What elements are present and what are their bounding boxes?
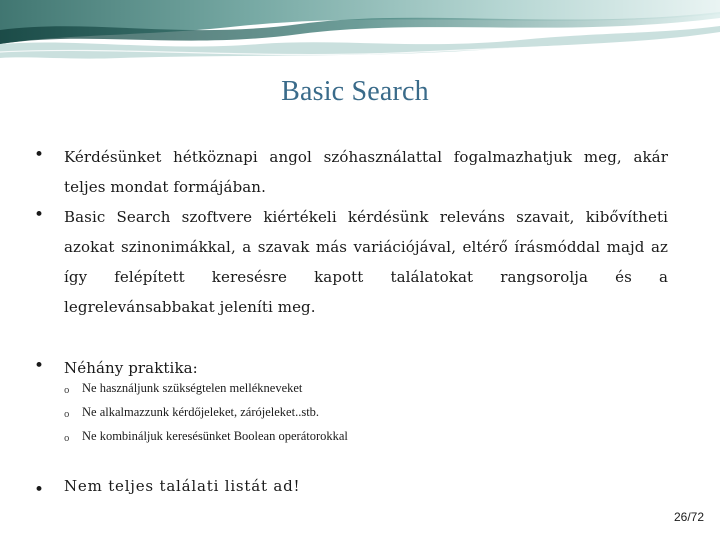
bullet-marker: • [34,205,45,225]
bullet-1-line-2: teljes mondat formájában. [64,178,266,196]
page-number: 26/72 [673,510,704,524]
bullet-1-line-1: Kérdésünket hétköznapi angol szóhasználattal fogalmazhatjuk meg, akár [64,148,668,166]
bullet-2-line-4: legrelevánsabbakat jeleníti meg. [64,298,316,316]
bullet-2-text [64,202,668,322]
bullet-marker: • [34,480,45,500]
header-decoration [0,0,720,62]
bullet-1-text [64,142,668,202]
bullet-marker: • [34,356,45,376]
sub-item-2: Ne alkalmazzunk kérdőjeleket, zárójeleket..stb. [82,405,320,419]
sub-item-1: Ne használjunk szükségtelen mellékneveket [82,381,303,395]
bullet-2-line-1: Basic Search szoftvere kiértékeli kérdésünk releváns szavait, kibővítheti [64,208,668,226]
bullet-2-line-2: azokat szinonimákkal, a szavak más variációjával, eltérő írásmóddal majd az [64,238,668,256]
bullet-4-text: Nem teljes találati listát ad! [64,477,301,495]
sub-bullet-marker: o [64,410,70,420]
sub-bullet-marker: o [64,386,70,396]
bullet-3-label: Néhány praktika: [64,359,198,377]
bullet-marker: • [34,145,45,165]
slide-title: Basic Search [281,76,429,107]
bullet-2-line-3: így felépített keresésre kapott találatokat rangsorolja és a [64,268,668,286]
sub-bullet-marker: o [64,434,70,444]
sub-item-3: Ne kombináljuk keresésünket Boolean operátorokkal [82,429,348,443]
